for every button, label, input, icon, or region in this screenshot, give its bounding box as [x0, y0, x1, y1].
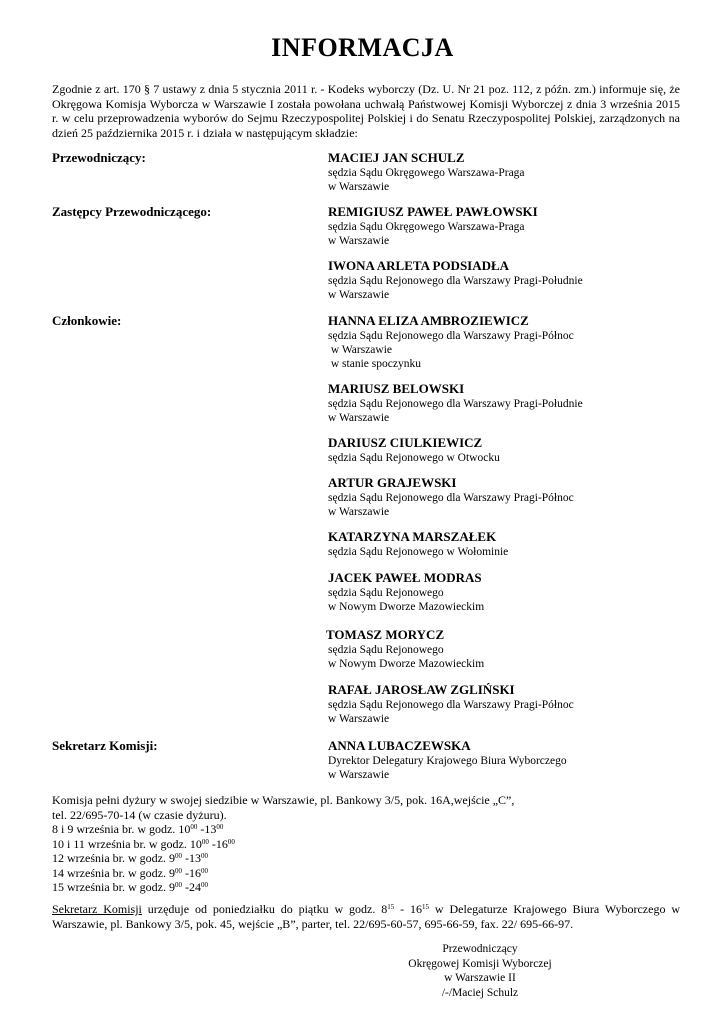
time-hour: 13 [204, 822, 217, 836]
intro-text: Zgodnie z art. 170 § 7 ustawy z dnia 5 stycznia 2011 r. - Kodeks wyborczy (Dz. U. Nr 21 poz. 112, z późn. zm.) informuje się, że Okręgowa Komisja Wyborcza w Warszawie I została powołana uchwałą Państwowej Komisji Wyborczej z dnia 3 września 2015 r. w celu przeprowadzenia wyborów do Sejmu Rzeczypospolitej Polskiej i do Senatu Rzeczypospolitej Polskiej, zarządzonych na dzień 25 października 2015 r. i działa w następującym składzie: [52, 82, 680, 140]
schedule-days: 10 i 11 września br. w godz. [52, 836, 190, 851]
member-detail: w Nowym Dworze Mazowieckim [328, 601, 485, 613]
member-detail: w stanie spoczynku [328, 358, 421, 370]
member-entry [328, 570, 484, 614]
member-entry [328, 258, 583, 302]
time-separator: - [394, 902, 411, 916]
time-minute: 00 [190, 823, 198, 831]
signature-line: w Warszawie II [444, 972, 516, 984]
time-hour: 16 [215, 836, 228, 851]
member-entry [328, 313, 574, 371]
secretary-text: urzęduje od poniedziałku do piątku w godz. [141, 902, 382, 916]
time-separator: - [208, 836, 216, 851]
role-secretary: Sekretarz Komisji: [52, 738, 158, 753]
role-chair: Przewodniczący: [52, 150, 146, 165]
member-detail: sędzia Sądu Rejonowego [328, 587, 444, 599]
document-title: INFORMACJA [271, 33, 454, 62]
secretary-text: w Delegaturze Krajowego Biura Wyborczego w Warszawie, pl. Bankowy 3/5, pok. 45, wejście „B”, parter, tel. 22/695-60-57, 695-66-59, fax. 22/ 695-66-97. [52, 902, 681, 931]
duty-schedule-line [52, 851, 682, 866]
signature-line: /-/Maciej Schulz [441, 986, 519, 999]
member-detail: w Warszawie [328, 506, 390, 518]
member-entry [328, 738, 567, 782]
duty-schedule [52, 822, 682, 895]
secretary-hours-paragraph [52, 902, 680, 931]
member-detail: sędzia Sądu Rejonowego dla Warszawy Pragi-Południe [328, 275, 583, 287]
time-hour: 16 [410, 902, 423, 916]
member-entry [328, 682, 574, 726]
time-hour: 9 [168, 851, 175, 865]
member-detail: sędzia Sądu Rejonowego dla Warszawy Pragi-Południe [328, 398, 583, 410]
duty-schedule-line [52, 866, 682, 881]
time-hour: 8 [381, 902, 388, 916]
member-detail: sędzia Sądu Rejonowego w Otwocku [328, 452, 500, 464]
duty-hours-block [52, 793, 682, 895]
schedule-days: 12 września br. w godz. [52, 851, 169, 865]
time-minute: 00 [216, 823, 224, 831]
member-detail: sędzia Sądu Rejonowego [328, 644, 444, 656]
member-detail: Dyrektor Delegatury Krajowego Biura Wyborczego [328, 755, 567, 767]
member-detail: sędzia Sądu Okręgowego Warszawa-Praga [328, 221, 525, 233]
time-minute: 15 [387, 903, 395, 911]
duty-phone: tel. 22/695-70-14 (w czasie dyżuru). [52, 807, 227, 822]
member-detail: sędzia Sądu Rejonowego dla Warszawy Pragi-Północ [328, 699, 574, 711]
time-minute: 00 [174, 866, 182, 875]
time-minute: 00 [174, 881, 182, 889]
time-separator: - [181, 880, 189, 894]
member-detail: w Warszawie [328, 344, 393, 356]
time-minute: 15 [422, 903, 430, 911]
time-minute: 00 [201, 837, 209, 846]
time-hour: 9 [168, 880, 175, 894]
schedule-days: 15 września br. w godz. [52, 880, 169, 894]
time-hour: 13 [188, 851, 201, 865]
member-detail: w Warszawie [328, 181, 390, 193]
signature-block [390, 942, 570, 1000]
member-detail: w Nowym Dworze Mazowieckim [328, 658, 485, 670]
member-name: KATARZYNA MARSZAŁEK [328, 529, 497, 544]
member-name: MACIEJ JAN SCHULZ [328, 150, 465, 165]
member-detail: sędzia Sądu Rejonowego dla Warszawy Pragi-Północ [328, 330, 574, 342]
signature-line: Przewodniczący [442, 943, 518, 955]
role-members: Członkowie: [52, 313, 122, 328]
member-detail: sędzia Sądu Okręgowego Warszawa-Praga [328, 167, 525, 179]
member-detail: w Warszawie [328, 289, 390, 301]
member-name: MARIUSZ BELOWSKI [328, 381, 465, 396]
schedule-days: 8 i 9 września br. w godz. [52, 822, 179, 836]
duty-schedule-line [52, 837, 682, 852]
time-separator: - [197, 822, 205, 836]
time-minute: 00 [227, 837, 235, 846]
member-detail: w Warszawie [328, 713, 390, 725]
member-detail: w Warszawie [328, 412, 390, 424]
member-name: IWONA ARLETA PODSIADŁA [328, 258, 510, 273]
member-name: ANNA LUBACZEWSKA [328, 738, 471, 753]
intro-paragraph [52, 82, 680, 140]
time-hour: 16 [188, 865, 201, 880]
duty-location: Komisja pełni dyżury w swojej siedzibie w Warszawie, pl. Bankowy 3/5, pok. 16A,wejście „C”, [52, 793, 515, 807]
secretary-label: Sekretarz Komisji [52, 902, 142, 916]
member-entry [328, 204, 538, 248]
role-deputies: Zastępcy Przewodniczącego: [52, 204, 212, 219]
time-minute: 00 [200, 881, 208, 889]
member-name: REMIGIUSZ PAWEŁ PAWŁOWSKI [328, 204, 538, 219]
member-name: ARTUR GRAJEWSKI [328, 475, 457, 490]
member-detail: sędzia Sądu Rejonowego w Wołominie [328, 546, 509, 558]
member-detail: w Warszawie [328, 235, 390, 247]
member-name: TOMASZ MORYCZ [326, 627, 445, 642]
member-name: RAFAŁ JAROSŁAW ZGLIŃSKI [328, 682, 515, 697]
member-entry [328, 529, 508, 559]
time-hour: 10 [189, 836, 202, 851]
time-minute: 00 [200, 852, 208, 860]
member-name: HANNA ELIZA AMBROZIEWICZ [328, 313, 529, 328]
member-name: DARIUSZ CIULKIEWICZ [328, 435, 483, 450]
member-entry [326, 627, 484, 671]
member-entry [328, 150, 525, 194]
time-hour: 24 [188, 880, 201, 894]
member-name: JACEK PAWEŁ MODRAS [328, 570, 482, 585]
signature-line: Okręgowej Komisji Wyborczej [408, 957, 552, 970]
member-entry [328, 475, 574, 519]
time-separator: - [181, 851, 189, 865]
member-entry [328, 435, 500, 465]
duty-schedule-line [52, 822, 682, 837]
time-minute: 00 [200, 866, 208, 875]
time-hour: 10 [178, 822, 191, 836]
member-detail: sędzia Sądu Rejonowego dla Warszawy Pragi-Północ [328, 492, 574, 504]
member-detail: w Warszawie [328, 769, 390, 781]
schedule-days: 14 września br. w godz. [52, 865, 169, 880]
time-minute: 00 [174, 852, 182, 860]
time-separator: - [181, 865, 189, 880]
member-entry [328, 381, 583, 425]
duty-schedule-line [52, 880, 682, 895]
time-hour: 9 [168, 865, 175, 880]
